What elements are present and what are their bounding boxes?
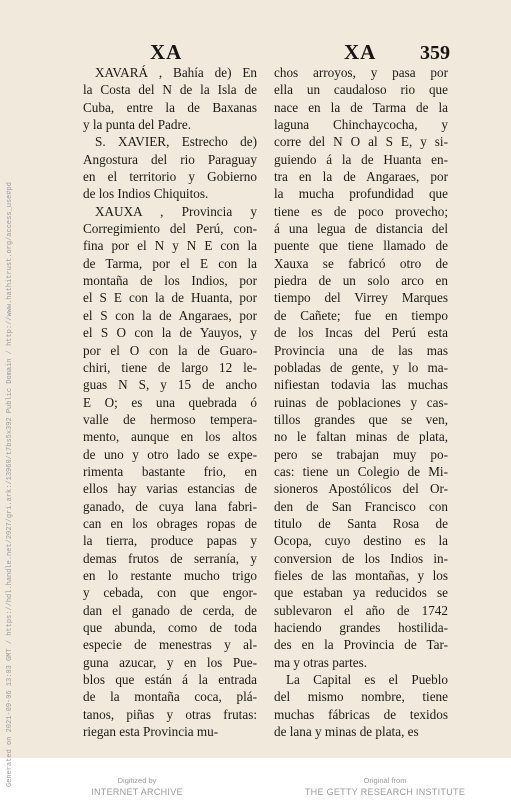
text-line: el S O con la de Yauyos, y <box>83 325 257 341</box>
text-line: conversion de los Indios in- <box>274 550 448 566</box>
text-line: el S con la de Angaraes, por <box>83 307 257 323</box>
text-line: piedra de un solo arco en <box>274 273 448 289</box>
text-line: y la punta del Padre. <box>83 117 192 133</box>
source-credit <box>300 776 470 798</box>
text-line: des en la Provincia de Tar- <box>274 637 448 653</box>
text-line: en el territorio y Gobierno <box>83 169 257 185</box>
text-line: guiendo á la de Huanta en- <box>274 151 448 167</box>
text-line: el S E con la de Huanta, por <box>83 290 257 306</box>
page-number: 359 <box>420 42 450 64</box>
text-line: can en los obrages ropas de <box>83 515 257 531</box>
text-line: sublevaron el año de 1742 <box>274 602 448 618</box>
text-line: titulo de Santa Rosa de <box>274 515 448 531</box>
text-line: de uno y otro lado se expe- <box>83 446 257 462</box>
left-text-column <box>83 64 257 740</box>
text-line: en lo restante mucho trigo <box>83 567 257 583</box>
text-line: la tierra, produce papas y <box>83 533 257 549</box>
digitizer-name: INTERNET ARCHIVE <box>91 787 183 797</box>
text-line: no le faltan minas de plata, <box>274 429 448 445</box>
source-caption: Original from <box>363 776 407 785</box>
text-line: corre del N O al S E, y si- <box>274 134 448 150</box>
text-line: riegan esta Provincia mu- <box>83 724 219 740</box>
text-line: pero se trabajan muy po- <box>274 446 448 462</box>
text-line: montaña de los Indios, por <box>83 273 257 289</box>
text-line: blos que están á la entrada <box>83 672 257 688</box>
text-line: XAVARÁ , Bahía de) En <box>95 65 257 80</box>
text-line: tillos grandes que se ven, <box>274 411 448 427</box>
text-line: XAUXA , Provincia y <box>95 203 257 219</box>
text-line: fieles de las montañas, y los <box>274 567 448 583</box>
text-line: mento, aunque en los altos <box>83 429 257 445</box>
text-line: por el O con la de Guaro- <box>83 342 257 358</box>
text-line: ellos hay varias estancias de <box>83 481 257 497</box>
text-line: guas N S, y 15 de ancho <box>83 377 257 393</box>
text-line: nace en la de Tarma de la <box>274 99 448 115</box>
text-line: de la montaña coca, plá- <box>83 689 257 705</box>
text-line: muchas fábricas de texidos <box>274 706 448 722</box>
text-line: Angostura del rio Paraguay <box>83 151 257 167</box>
text-line: ella un caudaloso rio que <box>274 82 448 98</box>
text-line: tiene es de poco provecho; <box>274 203 448 219</box>
text-line: de los Incas del Perú esta <box>274 325 448 341</box>
text-line: ruinas de poblaciones y cas- <box>274 394 448 410</box>
provenance-note: Generated on 2021-09-06 13:03 GMT / https://hdl.handle.net/2027/gri.ark:/13960/t7bs5x392 Public Domain / http://www.hathitrust.org/access_use#pd <box>6 182 14 787</box>
text-line: laguna Chinchaycocha, y <box>274 117 448 133</box>
text-line: Corregimiento del Perú, con- <box>83 221 257 237</box>
text-line: ma y otras partes. <box>274 654 368 670</box>
text-line: y cebada, con que engor- <box>83 585 257 601</box>
source-name: THE GETTY RESEARCH INSTITUTE <box>304 787 466 797</box>
text-line: Ocopa, cuyo destino es la <box>274 533 448 549</box>
left-running-head: XA <box>150 40 183 64</box>
text-line: de los Indios Chiquitos. <box>83 186 209 202</box>
text-line: fina por el N y N E con la <box>83 238 257 254</box>
text-line: nifiestan todavia las muchas <box>274 377 448 393</box>
text-line: valle de hermoso tempera- <box>83 411 257 427</box>
text-line: tiempo del Virrey Marques <box>274 290 448 306</box>
text-line: Provincia una de las mas <box>274 342 448 358</box>
text-line: la Costa del N de la Isla de <box>83 82 257 98</box>
text-line: den de San Francisco con <box>274 498 448 514</box>
text-line: que abunda, como de toda <box>83 620 257 635</box>
text-line: chos arroyos, y pasa por <box>274 65 448 80</box>
text-line: S. XAVIER, Estrecho de) <box>95 134 257 150</box>
text-line: guna azucar, y en los Pue- <box>83 654 257 670</box>
text-line: que estaban ya reducidos se <box>274 585 448 601</box>
text-line: E O; es una quebrada ó <box>83 394 257 410</box>
text-line: á una legua de distancia del <box>274 221 448 237</box>
text-line: La Capital es el Pueblo <box>286 672 448 688</box>
text-line: haciendo grandes hostilida- <box>274 620 448 635</box>
text-line: sioneros Apostólicos del Or- <box>274 481 448 497</box>
text-line: tra en la de Angaraes, por <box>274 169 448 185</box>
text-line: pobladas de gente, y lo ma- <box>274 359 448 375</box>
digitizer-credit <box>82 776 192 798</box>
text-line: especie de menestras y al- <box>83 637 257 653</box>
text-line: Cuba, entre la de Baxanas <box>83 99 257 115</box>
text-line: ganado, de cuya lana fabri- <box>83 498 257 514</box>
right-text-column <box>274 64 448 740</box>
text-line: de lana y minas de plata, es <box>274 724 419 740</box>
text-line: dan el ganado de cerda, de <box>83 602 257 618</box>
text-line: del mismo nombre, tiene <box>274 689 448 705</box>
text-line: chiri, tiene de largo 12 le- <box>83 359 257 375</box>
text-line: Xauxa se fabricó otro de <box>274 255 448 271</box>
digitizer-caption: Digitized by <box>117 776 157 785</box>
text-line: de Cañete; fue en tiempo <box>274 307 448 323</box>
text-line: la mucha profundidad que <box>274 186 448 202</box>
right-running-head: XA <box>344 40 377 64</box>
text-line: demas frutos de serranía, y <box>83 550 257 566</box>
text-line: de Tarma, por el E con la <box>83 255 257 271</box>
text-line: tanos, piñas y otras frutas: <box>83 706 257 722</box>
text-line: puente que tiene llamado de <box>274 238 448 254</box>
text-line: rimenta bastante frio, en <box>83 463 257 479</box>
text-line: cas: tiene un Colegio de Mi- <box>274 463 448 479</box>
